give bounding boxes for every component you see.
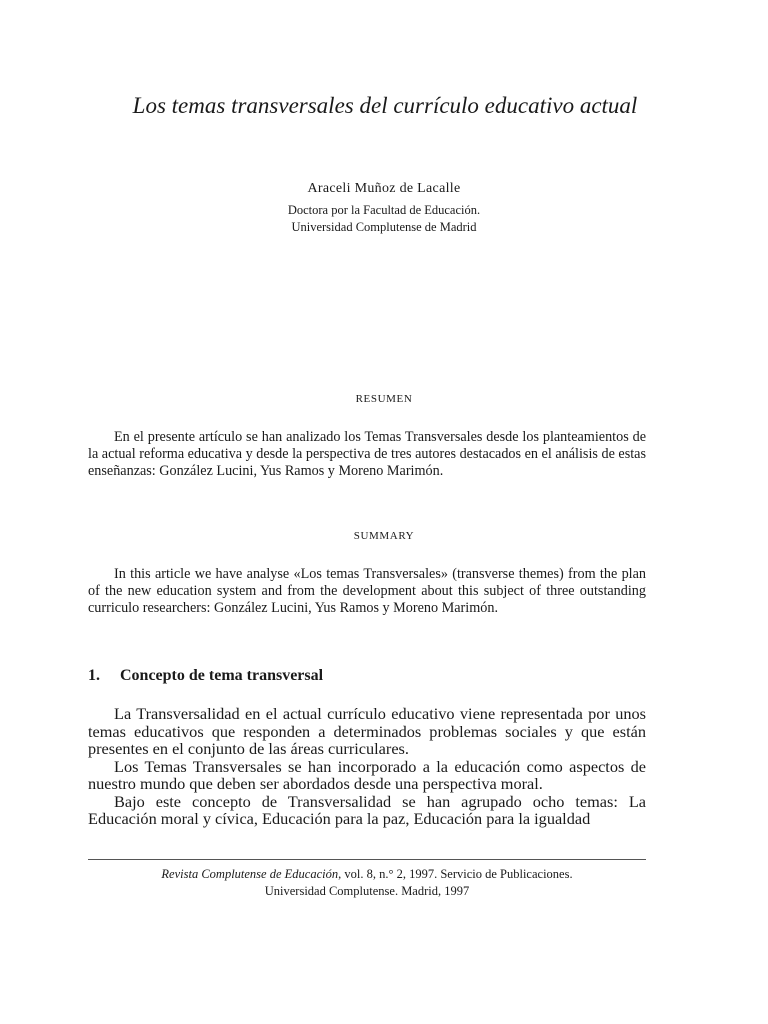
summary-abstract: [88, 566, 646, 617]
page-footer: [88, 866, 646, 900]
footer-divider: [88, 859, 646, 860]
body-paragraph: Bajo este concepto de Transversalidad se han agrupado ocho temas: La Educación moral y cívica, Educación para la paz, Educación para la igualdad: [88, 791, 646, 828]
section-heading: [88, 667, 323, 685]
resumen-abstract: [88, 429, 646, 480]
author-name: Araceli Muñoz de Lacalle: [307, 181, 461, 196]
article-title: Los temas transversales del currículo educativo actual: [132, 93, 638, 118]
body-paragraph: Los Temas Transversales se han incorporado a la educación como aspectos de nuestro mundo que deben ser abordados desde una perspectiva moral.: [88, 756, 646, 793]
journal-citation: , vol. 8, n.° 2, 1997. Servicio de Publicaciones.: [338, 867, 573, 881]
section-body: [88, 705, 646, 828]
journal-name: Revista Complutense de Educación: [161, 867, 339, 881]
resumen-paragraph: En el presente artículo se han analizado los Temas Transversales desde los planteamientos de la actual reforma educativa y desde la perspectiva de tres autores destacados en el análisis de estas enseñanzas: González Lucini, Yus Ramos y Moreno Marimón.: [88, 429, 646, 479]
summary-paragraph: In this article we have analyse «Los temas Transversales» (transverse themes) from the plan of the new education system and from the development about this subject of three outstanding curriculo researchers: González Lucini, Yus Ramos y Moreno Marimón.: [88, 566, 646, 616]
section-title: Concepto de tema transversal: [120, 667, 324, 684]
author-affiliation-degree: Doctora por la Facultad de Educación.: [287, 203, 481, 217]
section-number: 1.: [88, 667, 100, 684]
author-affiliation-university: Universidad Complutense de Madrid: [291, 220, 477, 234]
footer-citation-line: [88, 866, 646, 883]
summary-heading: SUMMARY: [353, 530, 415, 542]
footer-publisher-line: Universidad Complutense. Madrid, 1997: [264, 884, 470, 898]
resumen-heading: RESUMEN: [355, 393, 413, 405]
body-paragraph: La Transversalidad en el actual currículo educativo viene representada por unos temas educativos que responden a determinados problemas sociales y que están presentes en el conjunto de las áreas curriculares.: [88, 704, 646, 758]
